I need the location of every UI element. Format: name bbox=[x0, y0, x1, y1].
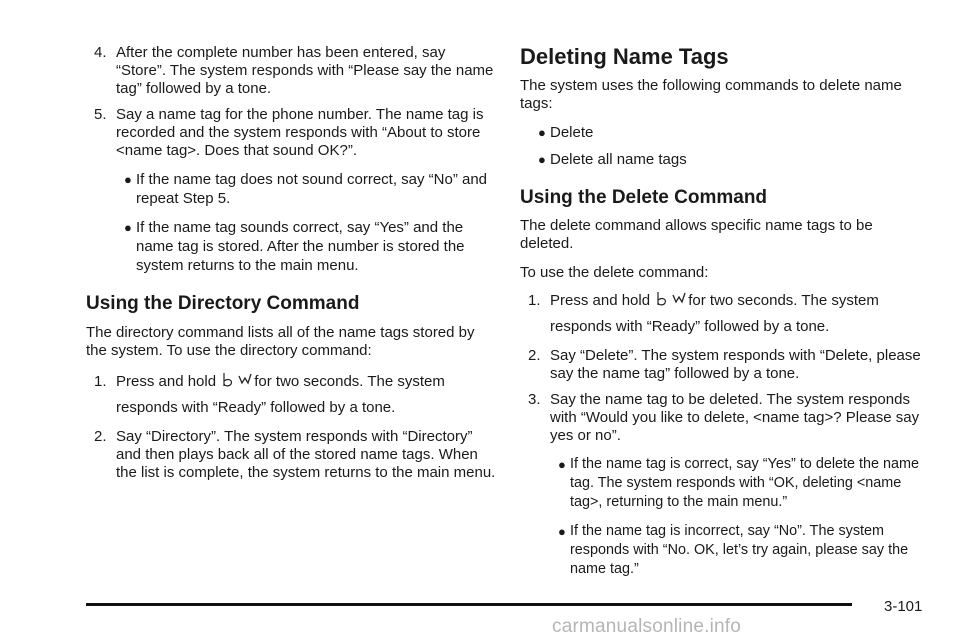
footer-rule bbox=[86, 603, 852, 606]
step-text: Say a name tag for the phone number. The name tag is recorded and the system responds with “About to store <name tag>. Does that sound OK?”. bbox=[116, 106, 484, 159]
bullet-text: If the name tag is correct, say “Yes” to delete the name tag. The system responds with “OK, deleting <name tag>, returning to the main menu.” bbox=[570, 456, 920, 510]
left-column bbox=[86, 44, 496, 490]
step-number: 2. bbox=[528, 347, 541, 364]
directory-intro: The directory command lists all of the name tags stored by the system. To use the directory command: bbox=[86, 324, 475, 359]
bullet-icon: ● bbox=[538, 125, 546, 140]
step-number: 1. bbox=[528, 292, 541, 309]
bullet-icon: ● bbox=[124, 220, 132, 235]
bullet-icon: ● bbox=[558, 457, 566, 472]
bullet-icon: ● bbox=[538, 152, 546, 167]
page-number: 3-101 bbox=[884, 598, 923, 615]
step-number: 5. bbox=[94, 106, 107, 123]
steering-button-g-icon bbox=[237, 372, 253, 396]
bullet-text: If the name tag sounds correct, say “Yes” and the name tag is stored. After the number is stored the system returns to the main menu. bbox=[136, 219, 465, 274]
step-3 bbox=[520, 391, 924, 445]
step-2 bbox=[86, 428, 496, 482]
step-1 bbox=[86, 370, 496, 420]
to-use-text: To use the delete command: bbox=[520, 264, 709, 281]
bullet-item bbox=[86, 170, 496, 208]
steering-button-b-icon bbox=[655, 291, 669, 315]
step-number: 3. bbox=[528, 391, 541, 408]
deleting-heading: Deleting Name Tags bbox=[520, 44, 729, 69]
step-text-after: for two seconds. The system responds with “Ready” followed by a tone. bbox=[116, 373, 445, 416]
step-text: Say “Delete”. The system responds with “Delete, please say the name tag” followed by a tone. bbox=[550, 347, 921, 382]
step-text: Say “Directory”. The system responds with “Directory” and then plays back all of the stored name tags. When the list is complete, the system returns to the main menu. bbox=[116, 428, 496, 481]
step-4 bbox=[86, 44, 496, 98]
steering-button-g-icon bbox=[671, 291, 687, 315]
bullet-item bbox=[520, 123, 924, 142]
step-number: 1. bbox=[94, 373, 107, 390]
watermark: carmanualsonline.info bbox=[552, 616, 742, 637]
bullet-item bbox=[86, 218, 496, 275]
step-text-after: for two seconds. The system responds with “Ready” followed by a tone. bbox=[550, 292, 879, 335]
step-number: 4. bbox=[94, 44, 107, 61]
steering-button-b-icon bbox=[221, 372, 235, 396]
bullet-icon: ● bbox=[558, 524, 566, 539]
bullet-item bbox=[520, 522, 924, 579]
step-1 bbox=[520, 289, 924, 339]
directory-heading: Using the Directory Command bbox=[86, 293, 360, 314]
bullet-text: Delete bbox=[550, 124, 594, 141]
bullet-icon: ● bbox=[124, 172, 132, 187]
deleting-intro: The system uses the following commands to delete name tags: bbox=[520, 77, 902, 112]
bullet-text: If the name tag is incorrect, say “No”. The system responds with “No. OK, let’s try again, please say the name tag.” bbox=[570, 523, 909, 577]
bullet-item bbox=[520, 150, 924, 169]
bullet-text: If the name tag does not sound correct, say “No” and repeat Step 5. bbox=[136, 171, 488, 207]
step-text-before: Press and hold bbox=[116, 373, 221, 390]
step-2 bbox=[520, 347, 924, 383]
step-number: 2. bbox=[94, 428, 107, 445]
step-5 bbox=[86, 106, 496, 160]
bullet-item bbox=[520, 455, 924, 512]
delete-description: The delete command allows specific name tags to be deleted. bbox=[520, 217, 873, 252]
bullet-text: Delete all name tags bbox=[550, 151, 687, 168]
right-column bbox=[520, 44, 924, 579]
step-text-before: Press and hold bbox=[550, 292, 655, 309]
step-text: Say the name tag to be deleted. The system responds with “Would you like to delete, <name tag>? Please say yes or no”. bbox=[550, 391, 920, 444]
step-text: After the complete number has been entered, say “Store”. The system responds with “Please say the name tag” followed by a tone. bbox=[116, 44, 494, 97]
delete-command-heading: Using the Delete Command bbox=[520, 187, 768, 208]
